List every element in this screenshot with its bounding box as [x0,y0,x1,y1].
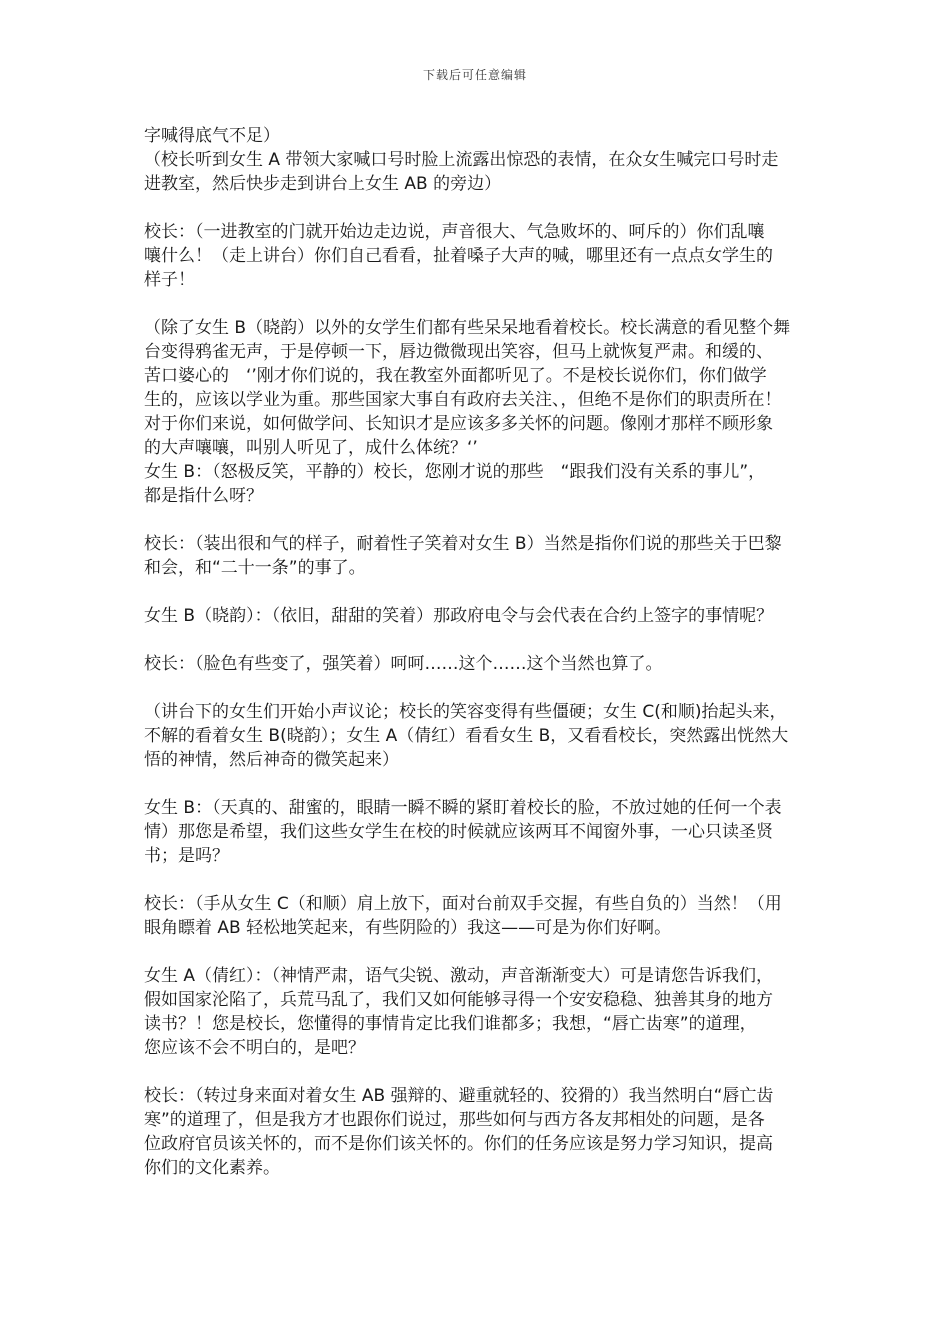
text-line: 女生 B（晓韵）：（依旧，甜甜的笑着）那政府电令与会代表在合约上签字的事情呢？ [144,606,774,626]
script-paragraph [144,652,812,676]
script-paragraph [144,532,812,580]
script-paragraph [144,148,812,196]
text-line: 眼角瞟着 AB 轻松地笑起来，有些阴险的）我这——可是为你们好啊。 [144,918,672,938]
text-line: （除了女生 B（晓韵）以外的女学生们都有些呆呆地看着校长。校长满意的看见整个舞 [144,318,791,338]
text-line: （校长听到女生 A 带领大家喊口号时脸上流露出惊恐的表情，在众女生喊完口号时走 [144,150,779,170]
script-paragraph [144,316,812,460]
script-paragraph [144,796,812,868]
script-paragraph [144,460,812,508]
text-line: 进教室，然后快步走到讲台上女生 AB 的旁边） [144,174,502,194]
text-line: 苦口婆心的 ‘’刚才你们说的，我在教室外面都听见了。不是校长说你们，你们做学 [144,366,767,386]
text-line: 都是指什么呀？ [144,486,263,506]
text-line: 读书？！您是校长，您懂得的事情肯定比我们谁都多；我想，“唇亡齿寒”的道理， [144,1014,757,1034]
text-line: 不解的看着女生 B(晓韵）；女生 A（倩红）看看女生 B，又看看校长，突然露出恍然大 [144,726,789,746]
text-line: 寒”的道理了，但是我方才也跟你们说过，那些如何与西方各友邦相处的问题，是各 [144,1110,765,1130]
text-line: 和会，和“二十一条”的事了。 [144,558,366,578]
text-line: 字喊得底气不足） [144,126,280,146]
page-header: 下载后可任意编辑 [422,68,527,82]
text-line: 您应该不会不明白的，是吧？ [144,1038,365,1058]
text-line: 校长：（手从女生 C（和顺）肩上放下，面对台前双手交握，有些自负的）当然！（用 [144,894,782,914]
text-line: 女生 A（倩红）：（神情严肃，语气尖锐、激动，声音渐渐变大）可是请您告诉我们， [144,966,774,986]
text-line: 情）那您是希望，我们这些女学生在校的时候就应该两耳不闻窗外事，一心只读圣贤 [144,822,773,842]
script-body [144,124,812,1204]
text-line: 对于你们来说，如何做学问、长知识才是应该多多关怀的问题。像刚才那样不顾形象 [144,414,773,434]
text-line: 书；是吗？ [144,846,229,866]
script-paragraph [144,1084,812,1180]
script-paragraph [144,604,812,628]
text-line: 台变得鸦雀无声，于是停顿一下，唇边微微现出笑容，但马上就恢复严肃。和缓的、 [144,342,773,362]
text-line: 女生 B：（天真的、甜蜜的，眼睛一瞬不瞬的紧盯着校长的脸，不放过她的任何一个表 [144,798,782,818]
text-line: 校长：（装出很和气的样子，耐着性子笑着对女生 B）当然是指你们说的那些关于巴黎 [144,534,782,554]
script-paragraph [144,124,812,148]
text-line: 你们的文化素养。 [144,1158,280,1178]
text-line: 嚷什么！（走上讲台）你们自己看看，扯着嗓子大声的喊，哪里还有一点点女学生的 [144,246,773,266]
script-paragraph [144,964,812,1060]
text-line: 样子！ [144,270,195,290]
text-line: 生的，应该以学业为重。那些国家大事自有政府去关注、，但绝不是你们的职责所在！ [144,390,782,410]
text-line: 校长：（脸色有些变了，强笑着）呵呵……这个……这个当然也算了。 [144,654,663,674]
script-paragraph [144,892,812,940]
text-line: 的大声嚷嚷，叫别人听见了，成什么体统？‘’ [144,438,478,458]
script-paragraph [144,220,812,292]
script-paragraph [144,700,812,772]
text-line: 悟的神情，然后神奇的微笑起来） [144,750,399,770]
text-line: 校长：（一进教室的门就开始边走边说，声音很大、气急败坏的、呵斥的）你们乱嚷 [144,222,765,242]
text-line: 位政府官员该关怀的，而不是你们该关怀的。你们的任务应该是努力学习知识，提高 [144,1134,773,1154]
text-line: （讲台下的女生们开始小声议论；校长的笑容变得有些僵硬；女生 C(和顺)抬起头来， [144,702,787,722]
text-line: 校长：（转过身来面对着女生 AB 强辩的、避重就轻的、狡猾的）我当然明白“唇亡齿 [144,1086,774,1106]
text-line: 假如国家沦陷了，兵荒马乱了，我们又如何能够寻得一个安安稳稳、独善其身的地方 [144,990,773,1010]
text-line: 女生 B：（怒极反笑，平静的）校长，您刚才说的那些 “跟我们没有关系的事儿”， [144,462,766,482]
